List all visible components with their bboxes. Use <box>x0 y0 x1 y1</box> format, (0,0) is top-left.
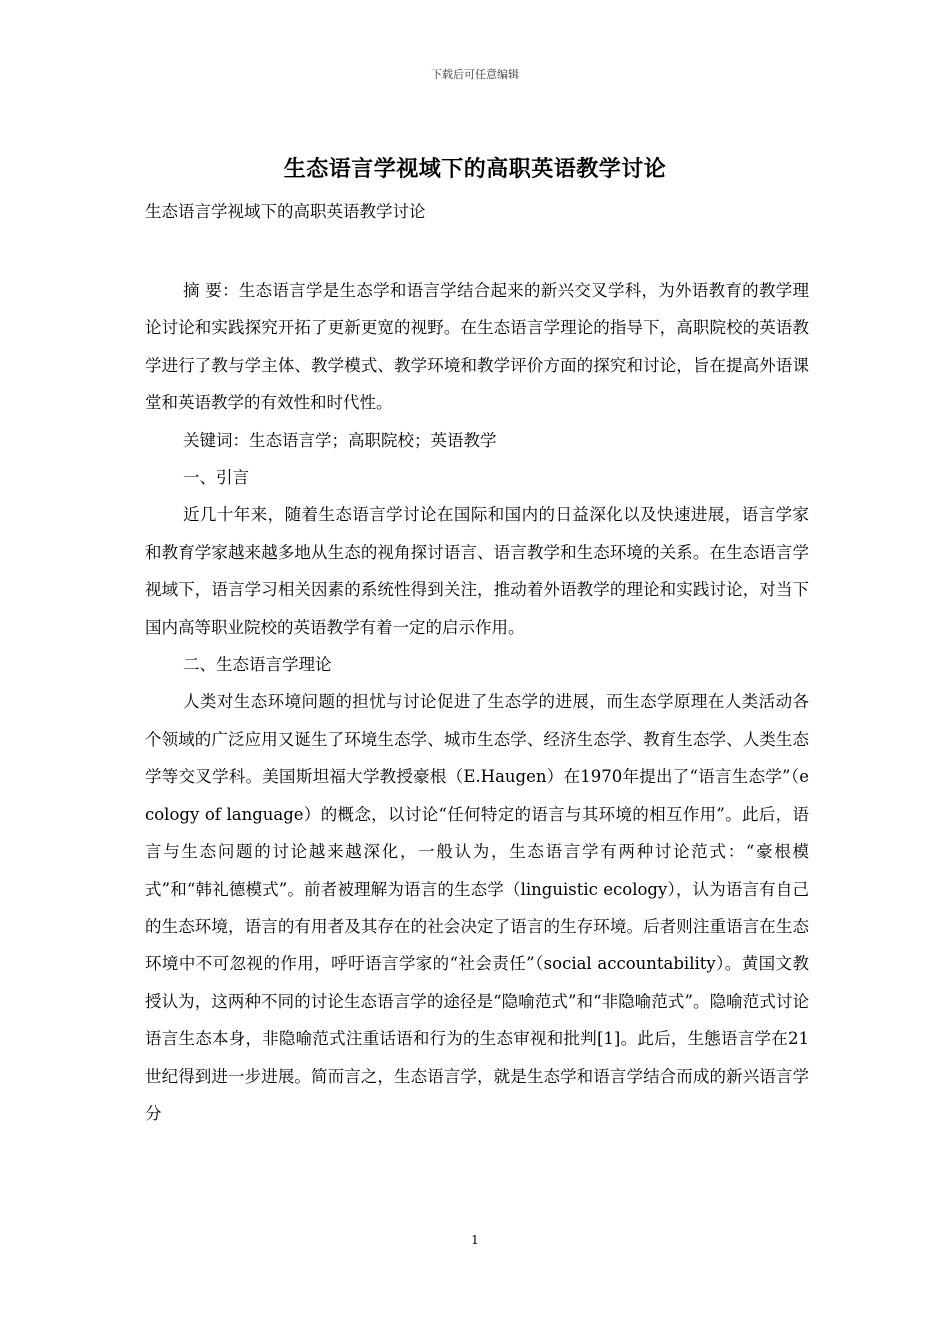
introduction-paragraph: 近几十年来，随着生态语言学讨论在国际和国内的日益深化以及快速进展，语言学家和教育学家越来越多地从生态的视角探讨语言、语言教学和生态环境的关系。在生态语言学视域下，语言学习相关因素的系统性得到关注，推动着外语教学的理论和实践讨论，对当下国内高等职业院校的英语教学有着一定的启示作用。 <box>145 505 809 637</box>
keywords-line: 关键词：生态语言学；高职院校；英语教学 <box>183 430 497 450</box>
document-body <box>145 272 809 1132</box>
theory-paragraph: 人类对生态环境问题的担忧与讨论促进了生态学的进展，而生态学原理在人类活动各个领域的广泛应用又诞生了环境生态学、城市生态学、经济生态学、教育生态学、人类生态学等交叉学科。美国斯坦福大学教授豪根（E.Haugen）在1970年提出了“语言生态学”（ecology of language）的概念，以讨论“任何特定的语言与其环境的相互作用”。此后，语言与生态问题的讨论越来越深化，一般认为，生态语言学有两种讨论范式：“豪根模式”和“韩礼德模式”。前者被理解为语言的生态学（linguistic ecology），认为语言有自己的生态环境，语言的有用者及其存在的社会决定了语言的生存环境。后者则注重语言在生态环境中不可忽视的作用，呼吁语言学家的“社会责任”（social accountability）。黄国文教授认为，这两种不同的讨论生态语言学的途径是“隐喻范式”和“非隐喻范式”。隐喻范式讨论语言生态本身，非隐喻范式注重话语和行为的生态审视和批判[1]。此后，生態语言学在21世纪得到进一步进展。简而言之，生态语言学，就是生态学和语言学结合而成的新兴语言学分 <box>145 692 809 1123</box>
abstract-paragraph: 摘 要：生态语言学是生态学和语言学结合起来的新兴交叉学科，为外语教育的教学理论讨论和实践探究开拓了更新更宽的视野。在生态语言学理论的指导下，高职院校的英语教学进行了教与学主体、教学模式、教学环境和教学评价方面的探究和讨论，旨在提高外语课堂和英语教学的有效性和时代性。 <box>145 281 809 413</box>
document-subtitle: 生态语言学视域下的高职英语教学讨论 <box>145 202 426 221</box>
page-number: 1 <box>471 1233 479 1247</box>
section-heading-introduction: 一、引言 <box>183 468 249 488</box>
document-title: 生态语言学视域下的高职英语教学讨论 <box>283 157 667 182</box>
section-heading-theory: 二、生态语言学理论 <box>183 655 332 675</box>
header-note: 下载后可任意编辑 <box>431 68 519 81</box>
